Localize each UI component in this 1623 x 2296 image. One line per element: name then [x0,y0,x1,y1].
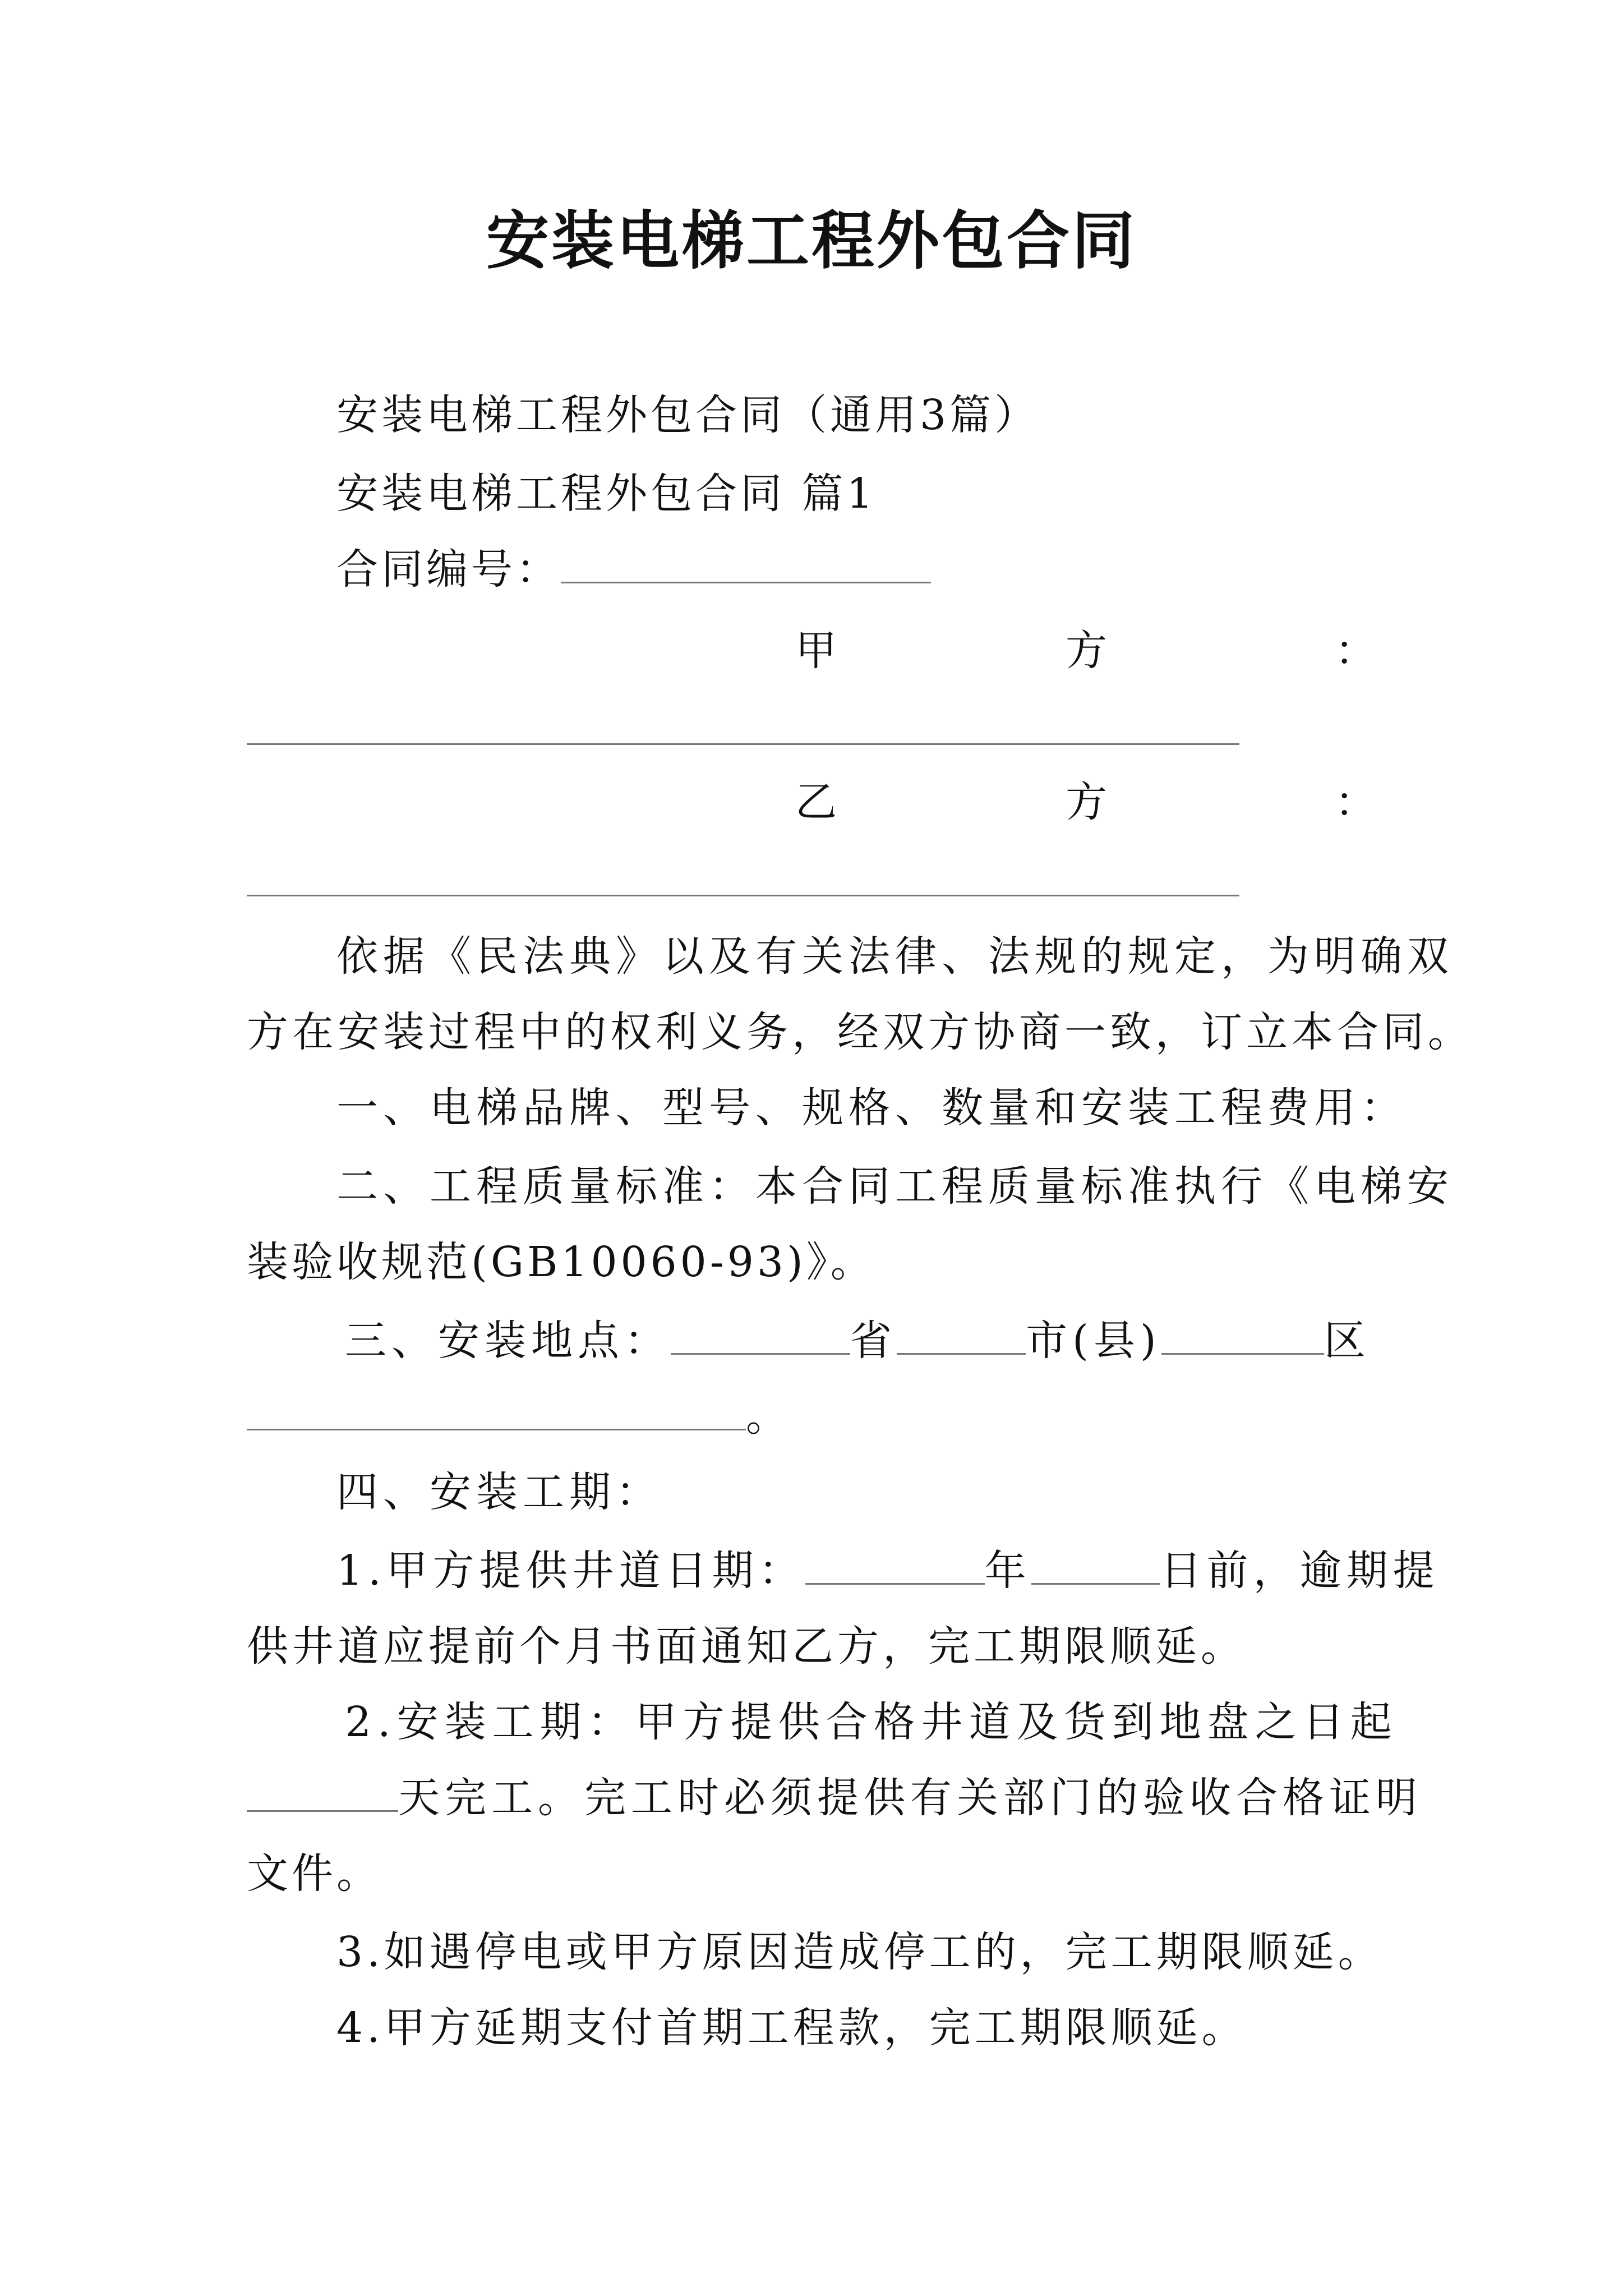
item-2-line-2 [247,1770,1422,1826]
party-a-char-2: 方 [1066,627,1107,675]
clause-3-lead: 三、安装地点： [345,1317,671,1365]
collection-subtitle: 安装电梯工程外包合同（通用3篇） [336,391,1040,439]
intro-paragraph-line-2: 方在安装过程中的权利义务，经双方协商一致，订立本合同。 [247,1008,1473,1056]
shaft-day-blank[interactable] [1031,1548,1160,1585]
clause-3-line-1 [345,1313,1489,1369]
clause-2-line-2: 装验收规范(GB10060-93)》。 [247,1238,875,1286]
item-2-line-1: 2.安装工期：甲方提供合格井道及货到地盘之日起 [345,1698,1398,1746]
party-b-char-1: 乙 [795,778,837,826]
district-label: 区 [1324,1317,1371,1365]
year-label: 年 [984,1547,1031,1595]
province-label: 省 [850,1317,897,1365]
district-blank[interactable] [1161,1318,1324,1355]
contract-number-label: 合同编号： [336,545,561,593]
party-a-blank[interactable] [247,743,1239,745]
item-2-line-3: 文件。 [247,1849,381,1898]
party-a-colon: ： [1335,627,1376,675]
item-4: 4.甲方延期支付首期工程款，完工期限顺延。 [336,2004,1247,2052]
shaft-year-blank[interactable] [805,1548,985,1585]
completion-days-blank[interactable] [247,1775,398,1812]
part-subtitle: 安装电梯工程外包合同 篇1 [336,470,877,518]
clause-4: 四、安装工期： [336,1468,662,1516]
item-2-line-2-text: 天完工。完工时必须提供有关部门的验收合格证明 [398,1774,1422,1822]
clause-3-end: 。 [746,1392,791,1441]
address-detail-blank[interactable] [247,1394,746,1430]
party-a-char-1: 甲 [795,627,837,675]
document-title: 安装电梯工程外包合同 [486,204,1137,278]
item-1-lead: 1.甲方提供井道日期： [336,1547,805,1595]
city-label: 市(县) [1026,1317,1161,1365]
day-before-label: 日前，逾期提 [1160,1547,1440,1595]
contract-number-row [336,541,1481,597]
party-b-colon: ： [1335,778,1376,826]
item-1-line-1 [336,1543,1481,1599]
party-b-blank[interactable] [247,895,1239,896]
item-1-line-2: 供井道应提前个月书面通知乙方，完工期限顺延。 [247,1622,1246,1671]
clause-3-line-2 [247,1388,1391,1444]
clause-1: 一、电梯品牌、型号、规格、数量和安装工程费用： [336,1084,1407,1132]
intro-paragraph-line-1: 依据《民法典》以及有关法律、法规的规定，为明确双 [336,932,1454,981]
item-3: 3.如遇停电或甲方原因造成停工的，完工期限顺延。 [336,1928,1384,1976]
city-blank[interactable] [897,1318,1026,1355]
clause-2-line-1: 二、工程质量标准：本合同工程质量标准执行《电梯安 [336,1162,1454,1211]
contract-number-blank[interactable] [561,547,931,583]
party-b-char-2: 方 [1066,778,1107,826]
province-blank[interactable] [671,1318,850,1355]
